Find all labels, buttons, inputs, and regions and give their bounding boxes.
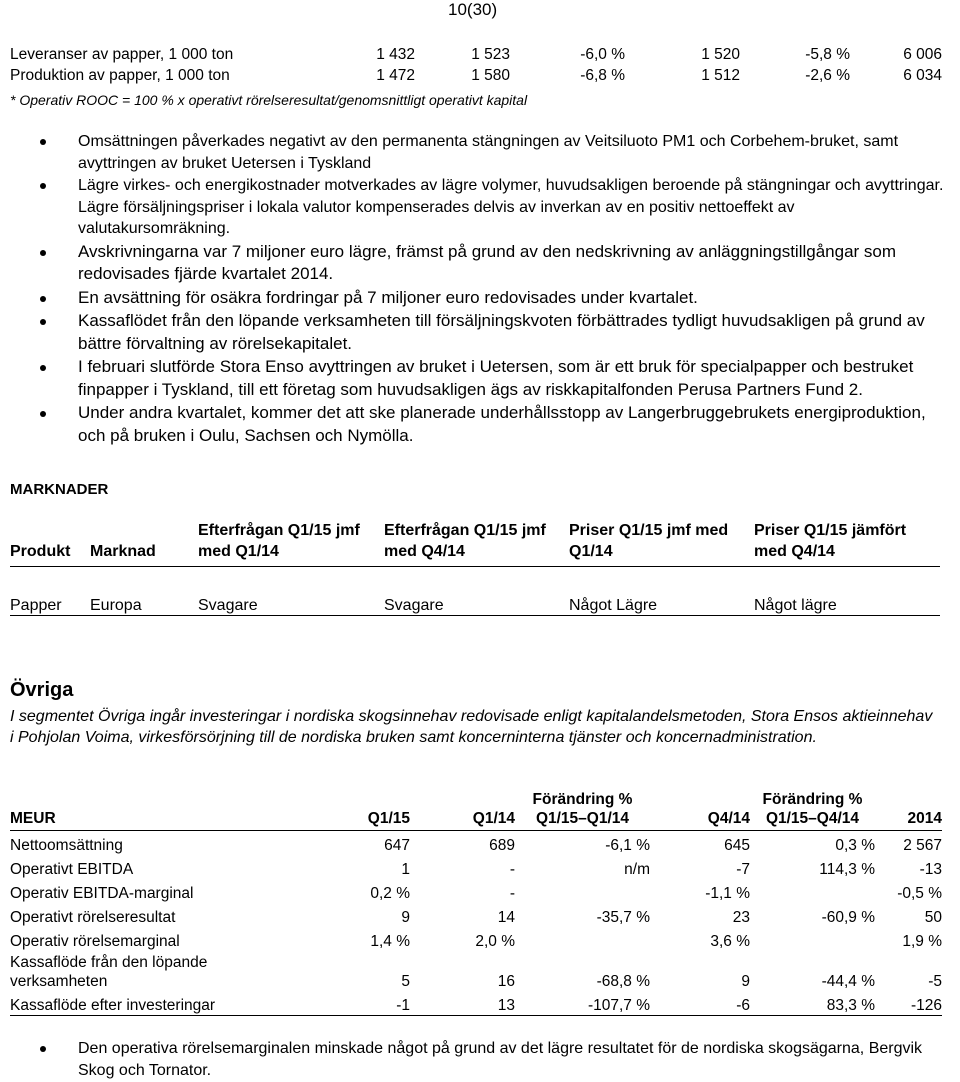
markets-table: [10, 514, 940, 616]
cell: -60,9 %: [821, 909, 875, 926]
list-item: Avskrivningarna var 7 miljoner euro lägre, främst på grund av den nedskrivning av anläggningstillgångar som redovisades fjärde kvartalet 2014.: [40, 241, 945, 286]
cell: -0,5 %: [897, 885, 942, 902]
row-label: Operativ rörelsemarginal: [10, 933, 180, 950]
cell: -: [509, 885, 515, 902]
table-row: [10, 903, 942, 927]
cell: -35,7 %: [596, 909, 650, 926]
table-row: [10, 879, 942, 903]
list-item: En avsättning för osäkra fordringar på 7 miljoner euro redovisades under kvartalet.: [40, 287, 945, 310]
cell: 114,3 %: [819, 861, 875, 878]
column-header: Q4/14: [650, 790, 750, 831]
cell: 1: [401, 861, 410, 878]
cell: 0,2 %: [370, 885, 410, 902]
cell: 645: [724, 837, 750, 854]
column-header: Priser Q1/15 jämfört med Q4/14: [754, 514, 940, 567]
cell: 6 034: [903, 66, 942, 84]
cell: 13: [410, 991, 515, 1016]
column-header: Efterfrågan Q1/15 jmf med Q4/14: [384, 514, 569, 567]
bullet-icon: [40, 250, 46, 256]
cell: -68,8 %: [596, 973, 650, 990]
section-title: Övriga: [10, 679, 74, 701]
list-item: Kassaflödet från den löpande verksamheten till försäljningskvoten förbättrades tydligt huvudsakligen på grund av bättre förvaltning av rörelsekapitalet.: [40, 310, 945, 355]
bullet-icon: [40, 411, 46, 417]
cell: 1,9 %: [902, 933, 942, 950]
cell: [750, 879, 875, 903]
cell: 23: [732, 909, 750, 926]
cell: -44,4 %: [821, 973, 875, 990]
column-header: Q1/14: [410, 790, 515, 831]
row-label: Operativt EBITDA: [10, 861, 134, 878]
page-number: 10(30): [448, 0, 498, 19]
cell: 1 520: [701, 45, 740, 63]
row-label: Produktion av papper, 1 000 ton: [10, 66, 230, 84]
commentary-bullets-bottom: [40, 1038, 945, 1081]
cell: Något Lägre: [569, 567, 754, 616]
bullet-icon: [40, 183, 46, 189]
table-row: [10, 831, 942, 856]
cell: -1: [300, 991, 410, 1016]
cell: [515, 879, 650, 903]
table-row: [10, 855, 942, 879]
cell: 2,0 %: [475, 933, 515, 950]
cell: -107,7 %: [515, 991, 650, 1016]
column-header: 2014: [875, 790, 942, 831]
bullet-icon: [40, 319, 46, 325]
cell: Svagare: [384, 567, 569, 616]
rooc-footnote: * Operativ ROOC = 100 % x operativt rörelseresultat/genomsnittligt operativt kapital: [10, 92, 528, 108]
row-label: Leveranser av papper, 1 000 ton: [10, 45, 234, 63]
cell: 5: [401, 973, 410, 990]
cell: Något lägre: [754, 567, 940, 616]
cell: n/m: [624, 861, 650, 878]
cell: -5: [928, 973, 942, 990]
cell: -7: [736, 861, 750, 878]
row-label: Kassaflöde från den löpande verksamheten: [10, 954, 208, 990]
table-row: [10, 991, 942, 1016]
cell: -6: [650, 991, 750, 1016]
cell: 1 432: [376, 45, 415, 63]
table-header-row: [10, 514, 940, 567]
cell: 1 523: [471, 45, 510, 63]
cell: 83,3 %: [750, 991, 875, 1016]
column-header: MEUR: [10, 790, 300, 831]
cell: 6 006: [903, 45, 942, 63]
cell: 0,3 %: [835, 837, 875, 854]
column-header: Marknad: [90, 514, 198, 567]
table-row: [10, 65, 942, 86]
list-item: I februari slutförde Stora Enso avyttringen av bruket i Uetersen, som är ett bruk för specialpapper och bestruket finpapper i Tyskland, till ett företag som huvudsakligen ägs av riskkapitalfonden Perusa Partners Fund 2.: [40, 356, 945, 401]
cell: 50: [924, 909, 942, 926]
list-item: Omsättningen påverkades negativt av den permanenta stängningen av Veitsiluoto PM1 och Corbehem-bruket, samt avyttringen av bruket Uetersen i Tyskland: [40, 131, 945, 174]
cell: Papper: [10, 567, 90, 616]
cell: 9: [741, 973, 750, 990]
bullet-icon: [40, 296, 46, 302]
cell: 2 567: [903, 837, 942, 854]
cell: -6,0 %: [580, 45, 625, 63]
table-row: [10, 567, 940, 616]
volume-table: [10, 44, 942, 86]
cell: Svagare: [198, 567, 384, 616]
cell: -126: [875, 991, 942, 1016]
cell: 1,4 %: [370, 933, 410, 950]
bullet-icon: [40, 365, 46, 371]
row-label: Operativt rörelseresultat: [10, 909, 176, 926]
bullet-icon: [40, 139, 46, 145]
cell: -: [509, 861, 515, 878]
financials-table: [10, 790, 942, 1016]
cell: Europa: [90, 567, 198, 616]
table-row: [10, 44, 942, 65]
list-item: Den operativa rörelsemarginalen minskade något på grund av det lägre resultatet för de nordiska skogsägarna, Bergvik Skog och Tornator.: [40, 1038, 945, 1081]
cell: -1,1 %: [705, 885, 750, 902]
markets-heading: MARKNADER: [10, 481, 109, 498]
cell: 1 512: [701, 66, 740, 84]
cell: -6,1 %: [605, 837, 650, 854]
column-header: Förändring % Q1/15–Q1/14: [515, 790, 650, 831]
column-header: Förändring % Q1/15–Q4/14: [750, 790, 875, 831]
cell: 689: [489, 837, 515, 854]
cell: [750, 927, 875, 951]
section-description: I segmentet Övriga ingår investeringar i nordiska skogsinnehav redovisade enligt kapitalandelsmetoden, Stora Ensos aktieinnehav i Pohjolan Voima, virkesförsörjning till de nordiska bruken samt koncerninterna tjänster och koncernadministration.: [10, 708, 933, 746]
list-item: Under andra kvartalet, kommer det att ske planerade underhållsstopp av Langerbruggebrukets energiproduktion, och på bruken i Oulu, Sachsen och Nymölla.: [40, 402, 945, 447]
cell: 3,6 %: [710, 933, 750, 950]
cell: -2,6 %: [805, 66, 850, 84]
column-header: Efterfrågan Q1/15 jmf med Q1/14: [198, 514, 384, 567]
cell: -5,8 %: [805, 45, 850, 63]
cell: 1 580: [471, 66, 510, 84]
column-header: Q1/15: [300, 790, 410, 831]
row-label: Nettoomsättning: [10, 837, 123, 854]
row-label: Kassaflöde efter investeringar: [10, 991, 300, 1016]
cell: 16: [497, 973, 515, 990]
cell: 14: [497, 909, 515, 926]
list-item: Lägre virkes- och energikostnader motverkades av lägre volymer, huvudsakligen beroende på stängningar och avyttringar. Lägre försäljningspriser i lokala valutor kompenserades delvis av inverkan av en positiv nettoeffekt av valutakursomräkning.: [40, 175, 945, 240]
cell: 1 472: [376, 66, 415, 84]
cell: [515, 927, 650, 951]
commentary-bullets: [40, 131, 945, 448]
row-label: Operativ EBITDA-marginal: [10, 885, 194, 902]
cell: 9: [401, 909, 410, 926]
cell: -6,8 %: [580, 66, 625, 84]
column-header: Produkt: [10, 514, 90, 567]
table-header-row: [10, 790, 942, 831]
cell: 647: [384, 837, 410, 854]
cell: -13: [919, 861, 942, 878]
table-row: [10, 951, 942, 991]
column-header: Priser Q1/15 jmf med Q1/14: [569, 514, 754, 567]
table-row: [10, 927, 942, 951]
bullet-icon: [40, 1046, 46, 1052]
